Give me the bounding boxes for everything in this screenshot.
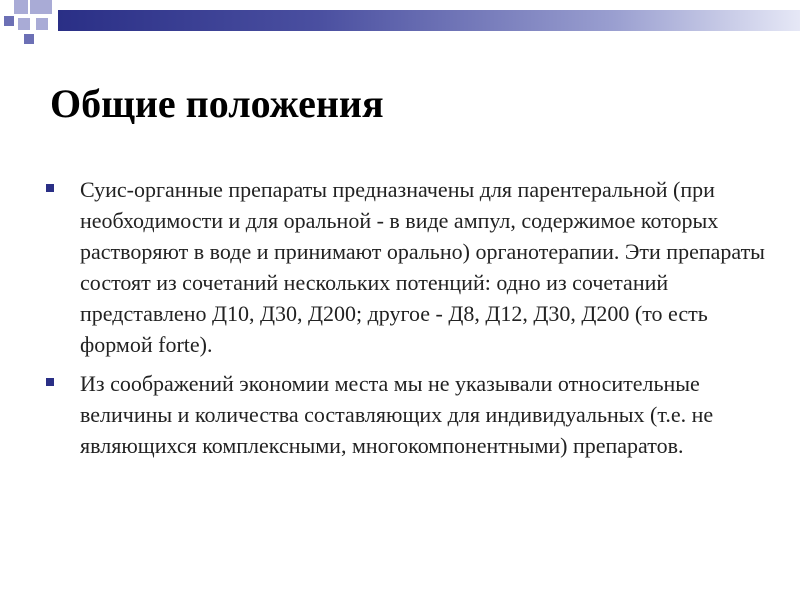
decor-square <box>14 0 28 14</box>
decor-square <box>36 18 48 30</box>
bullet-text: Из соображений экономии места мы не указывали относительные величины и количества составляющих для индивидуальных (т.е. не являющихся комплексными, многокомпонентными) препаратов. <box>80 371 714 458</box>
bullet-item <box>46 368 766 461</box>
header-decoration <box>0 0 800 52</box>
square-bullet-icon <box>46 184 54 192</box>
slide-title: Общие положения <box>50 81 384 126</box>
decor-square <box>18 18 30 30</box>
header-gradient-bar <box>58 10 800 31</box>
decor-square <box>24 34 34 44</box>
decor-square <box>30 0 52 14</box>
bullet-text: Суис-органные препараты предназначены для парентеральной (при необходимости и для оральной - в виде ампул, содержимое которых растворяют в воде и принимают орально) органотерапии. Эти препараты состоят из сочетаний нескольких потенций: одно из сочетаний представлено Д10, Д30, Д200; другое - Д8, Д12, Д30, Д200 (то есть формой forte). <box>80 177 765 357</box>
decor-square <box>4 16 14 26</box>
bullet-list <box>46 174 766 469</box>
bullet-item <box>46 174 766 360</box>
square-bullet-icon <box>46 378 54 386</box>
